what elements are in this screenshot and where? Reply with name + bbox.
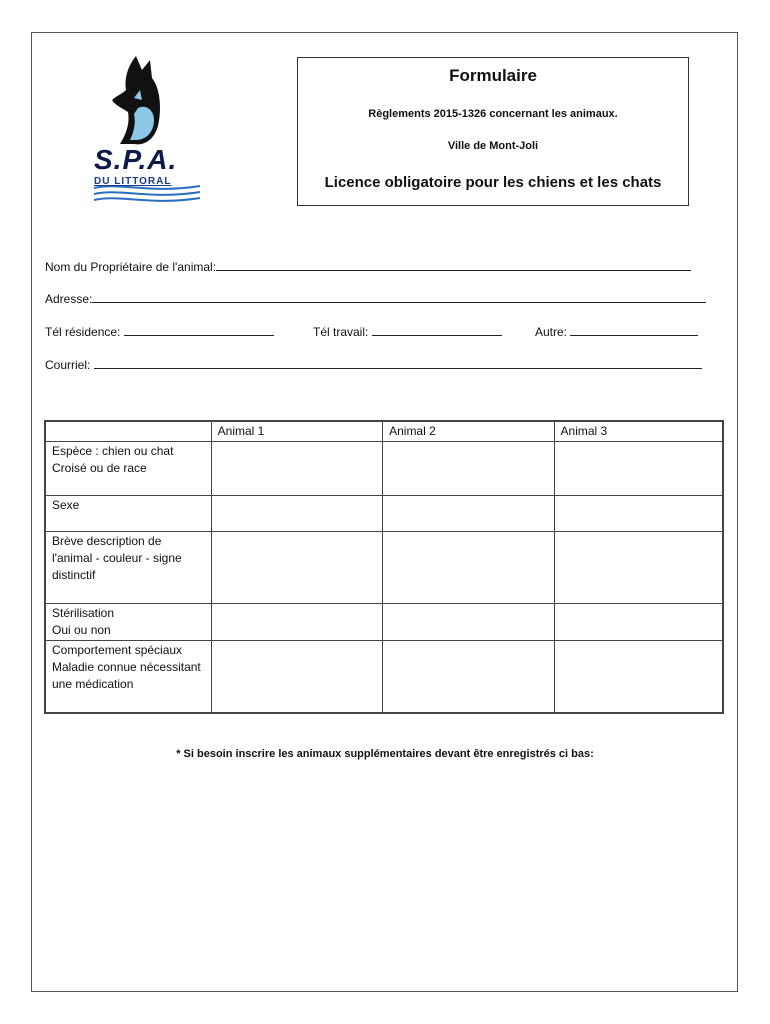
logo-name: S.P.A. xyxy=(94,144,178,175)
row-label-sex: Sexe xyxy=(45,496,211,532)
other-input-line[interactable] xyxy=(570,324,698,336)
table-row xyxy=(45,641,723,713)
cell-animal-3-species[interactable] xyxy=(554,442,723,496)
table-row xyxy=(45,496,723,532)
table-header-row xyxy=(45,421,723,442)
cell-animal-1-species[interactable] xyxy=(211,442,382,496)
address-label: Adresse: xyxy=(45,292,93,306)
address-input-line[interactable] xyxy=(92,291,706,303)
animals-table xyxy=(44,420,724,714)
header-cell-empty xyxy=(45,421,211,442)
form-subtitle: Licence obligatoire pour les chiens et les chats xyxy=(324,174,662,191)
row-label-description: Brève description de l'animal - couleur - signe distinctif xyxy=(45,532,211,604)
additional-animals-note: * Si besoin inscrire les animaux supplémentaires devant être enregistrés ci bas: xyxy=(176,748,594,760)
owner-label: Nom du Propriétaire de l'animal: xyxy=(45,260,217,274)
cell-animal-1-sex[interactable] xyxy=(211,496,382,532)
table-row xyxy=(45,532,723,604)
form-title: Formulaire xyxy=(449,66,537,85)
cell-animal-2-species[interactable] xyxy=(383,442,554,496)
cell-animal-3-description[interactable] xyxy=(554,532,723,604)
work-phone-field xyxy=(313,324,502,339)
home-phone-label: Tél résidence: xyxy=(45,325,121,339)
row-label-behaviour: Comportement spéciaux Maladie connue nécessitant une médication xyxy=(45,641,211,713)
other-label: Autre: xyxy=(535,325,568,339)
cell-animal-3-sex[interactable] xyxy=(554,496,723,532)
city-text: Ville de Mont-Joli xyxy=(447,140,539,152)
email-input-line[interactable] xyxy=(94,357,702,369)
logo-subname: DU LITTORAL xyxy=(94,176,172,187)
home-phone-input-line[interactable] xyxy=(124,324,274,336)
title-box xyxy=(297,57,689,206)
cell-animal-2-behaviour[interactable] xyxy=(383,641,554,713)
work-phone-input-line[interactable] xyxy=(372,324,502,336)
email-label: Courriel: xyxy=(45,358,91,372)
owner-field xyxy=(45,259,691,274)
spa-logo xyxy=(50,48,242,208)
table-row xyxy=(45,442,723,496)
cell-animal-1-behaviour[interactable] xyxy=(211,641,382,713)
cell-animal-2-sex[interactable] xyxy=(383,496,554,532)
owner-input-line[interactable] xyxy=(216,259,691,271)
work-phone-label: Tél travail: xyxy=(313,325,369,339)
header-cell-animal-2: Animal 2 xyxy=(383,421,554,442)
header-cell-animal-3: Animal 3 xyxy=(554,421,723,442)
email-field xyxy=(45,357,702,372)
cell-animal-3-behaviour[interactable] xyxy=(554,641,723,713)
cell-animal-2-description[interactable] xyxy=(383,532,554,604)
cell-animal-3-sterilization[interactable] xyxy=(554,604,723,641)
row-label-sterilization: Stérilisation Oui ou non xyxy=(45,604,211,641)
other-phone-field xyxy=(535,324,698,339)
cell-animal-1-description[interactable] xyxy=(211,532,382,604)
table-row xyxy=(45,604,723,641)
cell-animal-2-sterilization[interactable] xyxy=(383,604,554,641)
cell-animal-1-sterilization[interactable] xyxy=(211,604,382,641)
regulation-text: Règlements 2015-1326 concernant les animaux. xyxy=(368,108,618,120)
home-phone-field xyxy=(45,324,274,339)
header-cell-animal-1: Animal 1 xyxy=(211,421,382,442)
address-field xyxy=(45,291,706,306)
row-label-species: Espèce : chien ou chat Croisé ou de race xyxy=(45,442,211,496)
